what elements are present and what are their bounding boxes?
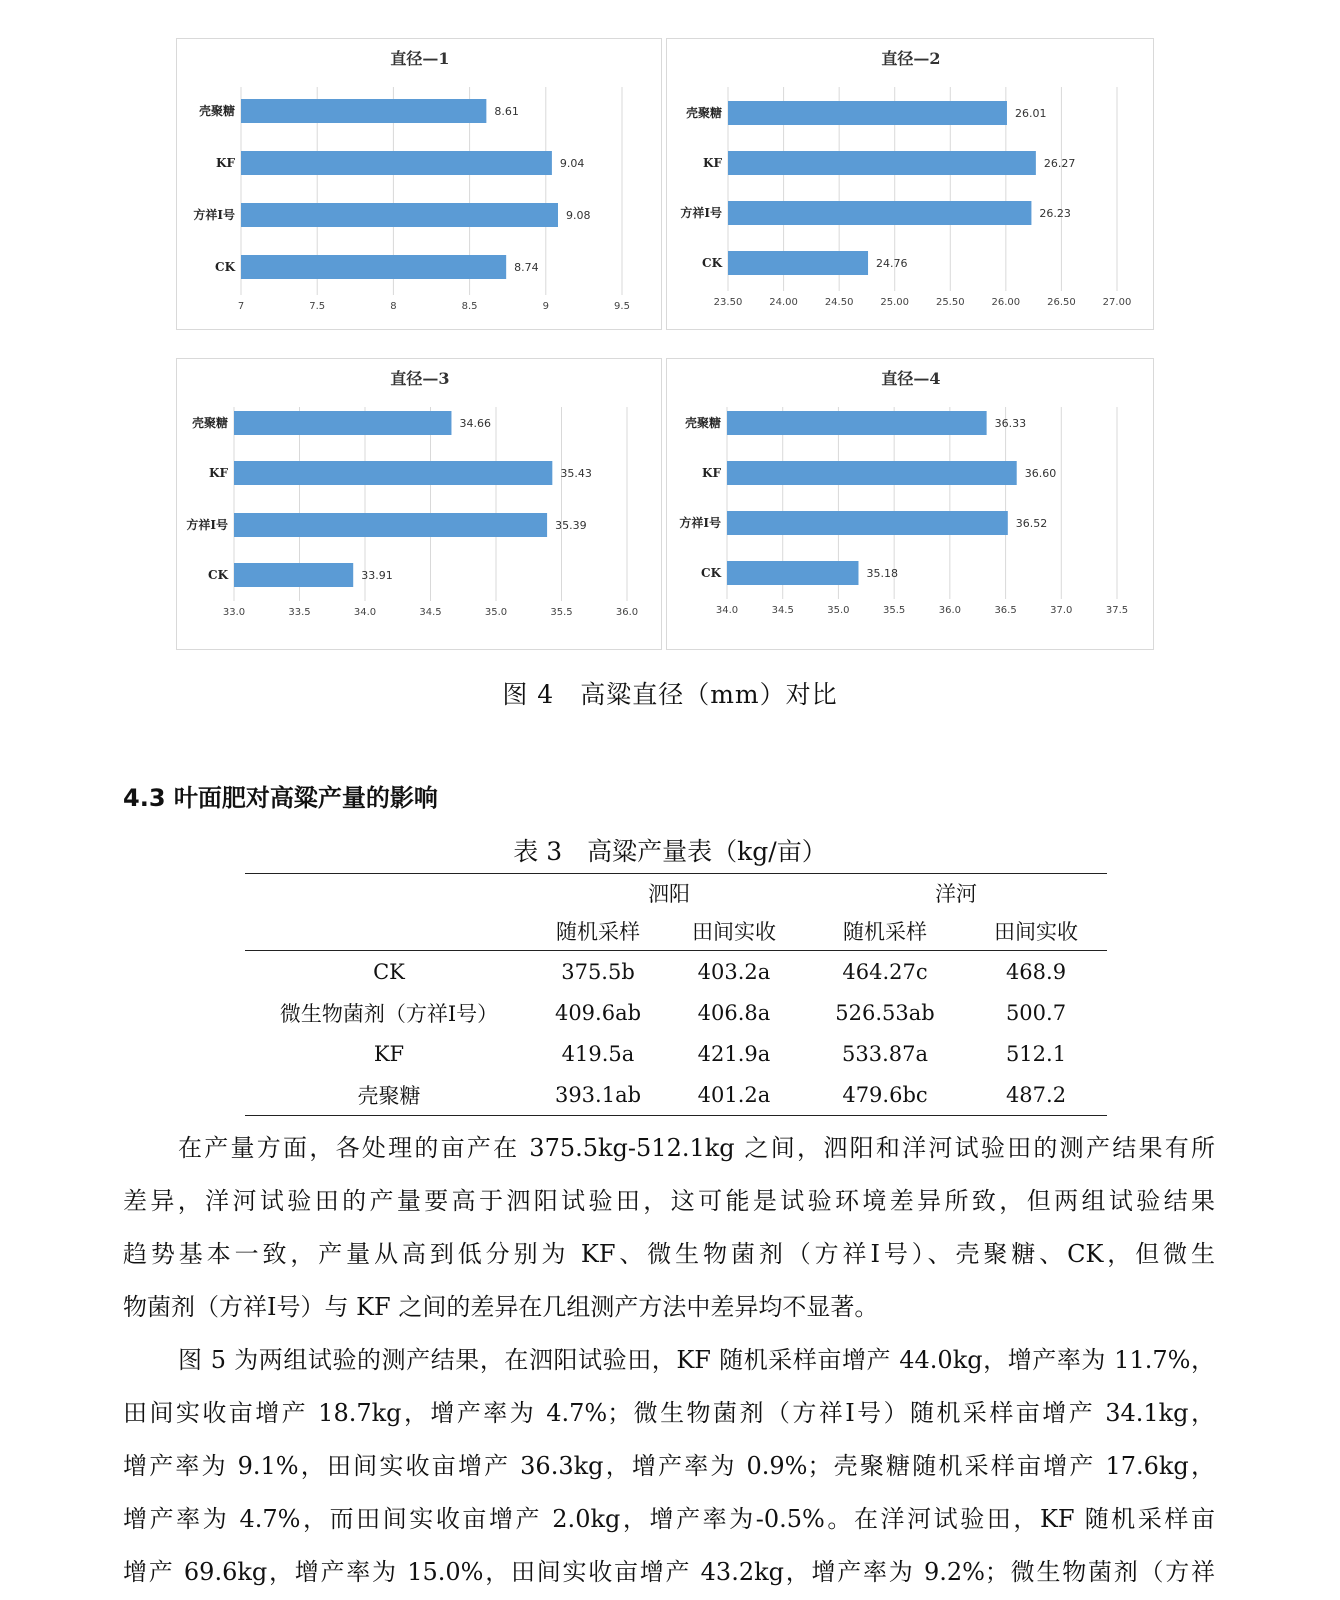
table-cell: 375.5b: [561, 959, 635, 984]
data-label: 26.27: [1043, 157, 1076, 170]
table-cell: 409.6ab: [554, 1000, 642, 1025]
x-tick-label: 8: [390, 301, 397, 312]
table-cell: 487.2: [965, 1074, 1107, 1116]
table-cell: 403.2a: [697, 959, 771, 984]
x-tick-label: 7: [237, 301, 245, 312]
table-title: 表 3 高粱产量表（kg/亩）: [513, 837, 827, 866]
chart-panel-1: [176, 38, 662, 330]
table-cell: 512.1: [1005, 1041, 1067, 1066]
x-tick-label: 33.5: [288, 607, 311, 618]
category-label: CK: [208, 568, 228, 582]
x-tick-label: 8.5: [461, 301, 478, 312]
table-row: [245, 1074, 1107, 1116]
category-label: CK: [702, 256, 722, 270]
x-tick-label: 35.5: [883, 605, 906, 616]
table-row: [245, 992, 1107, 1033]
bar: [727, 461, 1017, 485]
text-line: 图 5 为两组试验的测产结果，在泗阳试验田，KF 随机采样亩增产 44.0kg，增产率为 11.7%，: [178, 1346, 1215, 1374]
data-label: 26.23: [1039, 207, 1071, 220]
table-cell: 393.1ab: [533, 1074, 663, 1116]
diameter-chart-2: [667, 39, 1155, 331]
data-label: 35.39: [555, 519, 587, 532]
x-tick-label: 37.5: [1105, 605, 1129, 616]
x-tick-label: 33.0: [222, 607, 246, 618]
diameter-chart-1: [177, 39, 663, 331]
x-tick-label: 26.00: [991, 297, 1021, 308]
x-tick-label: 24.50: [824, 297, 854, 308]
chart-title: 直径—1: [390, 49, 450, 68]
row-label: CK: [373, 959, 405, 984]
body-text: [123, 1122, 1215, 1599]
data-label: 9.04: [559, 157, 585, 170]
chart-panel-2: [666, 38, 1154, 330]
bar: [728, 101, 1007, 125]
x-tick-label: 35.5: [550, 607, 573, 618]
bar: [727, 561, 858, 585]
data-label: 24.76: [876, 257, 908, 270]
bar: [241, 255, 506, 279]
table-cell: 406.8a: [697, 1000, 771, 1025]
table-cell: 421.9a: [697, 1041, 771, 1066]
row-label: 壳聚糖: [245, 1074, 533, 1116]
category-label: 方祥Ⅰ号: [680, 206, 722, 220]
category-label: 壳聚糖: [684, 416, 721, 430]
chart-panel-4: [666, 358, 1154, 650]
yield-table: [245, 873, 1107, 1116]
group-header-yanghe: 洋河: [805, 874, 1107, 913]
subheader-cell: 田间实收: [663, 912, 805, 951]
row-label: 微生物菌剂（方祥Ⅰ号）: [279, 1001, 499, 1026]
category-label: 壳聚糖: [198, 104, 235, 118]
x-tick-label: 26.50: [1047, 297, 1076, 308]
bar: [234, 513, 547, 537]
chart-panel-3: [176, 358, 662, 650]
table-cell: 500.7: [1005, 1000, 1067, 1025]
data-label: 26.01: [1014, 107, 1047, 120]
data-label: 34.66: [459, 417, 491, 430]
text-line: 差异，洋河试验田的产量要高于泗阳试验田，这可能是试验环境差异所致，但两组试验结果: [123, 1187, 1215, 1215]
data-label: 35.18: [866, 567, 898, 580]
data-label: 36.33: [994, 417, 1027, 430]
table-row: [245, 951, 1107, 993]
category-label: 方祥Ⅰ号: [679, 516, 721, 530]
x-tick-label: 24.00: [769, 297, 798, 308]
subheader-cell: 随机采样: [805, 912, 965, 951]
category-label: 壳聚糖: [685, 106, 722, 120]
x-tick-label: 35.0: [827, 605, 850, 616]
bar: [241, 99, 486, 123]
bar: [234, 411, 451, 435]
bar: [727, 511, 1008, 535]
diameter-chart-4: [667, 359, 1155, 651]
category-label: 方祥Ⅰ号: [186, 518, 228, 532]
table-row: [245, 1033, 1107, 1074]
bar: [728, 251, 868, 275]
chart-title: 直径—2: [881, 49, 941, 68]
category-label: CK: [215, 260, 235, 274]
category-label: CK: [701, 566, 721, 580]
chart-title: 直径—4: [881, 369, 941, 388]
table-cell: 419.5a: [561, 1041, 635, 1066]
bar: [234, 563, 353, 587]
diameter-chart-3: [177, 359, 663, 651]
x-tick-label: 34.0: [715, 605, 739, 616]
table-cell: 464.27c: [842, 959, 928, 984]
x-tick-label: 35.0: [484, 607, 508, 618]
data-label: 33.91: [361, 569, 393, 582]
table-cell: 479.6bc: [805, 1074, 965, 1116]
category-label: KF: [209, 466, 228, 480]
text-line: 趋势基本一致，产量从高到低分别为 KF、微生物菌剂（方祥Ⅰ号）、壳聚糖、CK，但微生: [123, 1240, 1215, 1268]
x-tick-label: 36.5: [994, 605, 1017, 616]
bar: [728, 201, 1031, 225]
table-cell: 468.9: [1005, 959, 1067, 984]
bar: [234, 461, 552, 485]
table-cell: 526.53ab: [835, 1000, 935, 1025]
category-label: KF: [216, 156, 235, 170]
data-label: 8.74: [514, 261, 539, 274]
table-cell: 401.2a: [663, 1074, 805, 1116]
x-tick-label: 25.00: [880, 297, 910, 308]
row-label: KF: [373, 1041, 405, 1066]
table-group-header-row: [245, 874, 1107, 913]
x-tick-label: 9.5: [614, 301, 630, 312]
x-tick-label: 34.5: [771, 605, 794, 616]
data-label: 35.43: [560, 467, 592, 480]
table-cell: 533.87a: [842, 1041, 928, 1066]
x-tick-label: 25.50: [935, 297, 965, 308]
text-line: 田间实收亩增产 18.7kg，增产率为 4.7%；微生物菌剂（方祥Ⅰ号）随机采样亩增产 34.1kg，: [123, 1399, 1215, 1427]
x-tick-label: 9: [542, 301, 549, 312]
category-label: KF: [703, 156, 722, 170]
x-tick-label: 34.5: [419, 607, 442, 618]
data-label: 36.60: [1024, 467, 1057, 480]
x-tick-label: 7.5: [309, 301, 326, 312]
text-line: 增产率为 9.1%，田间实收亩增产 36.3kg，增产率为 0.9%；壳聚糖随机采样亩增产 17.6kg，: [123, 1452, 1215, 1480]
paragraph-2: [123, 1334, 1215, 1599]
text-line: 在产量方面，各处理的亩产在 375.5kg-512.1kg 之间，泗阳和洋河试验田的测产结果有所: [178, 1134, 1215, 1162]
bar: [241, 203, 558, 227]
bar: [727, 411, 987, 435]
bar: [728, 151, 1036, 175]
section-heading: 4.3 叶面肥对高粱产量的影响: [123, 784, 438, 812]
category-label: KF: [702, 466, 721, 480]
subheader-cell: 随机采样: [533, 912, 663, 951]
x-tick-label: 34.0: [353, 607, 377, 618]
chart-title: 直径—3: [390, 369, 450, 388]
subheader-cell: 田间实收: [965, 912, 1107, 951]
x-tick-label: 27.00: [1102, 297, 1132, 308]
data-label: 36.52: [1015, 517, 1048, 530]
x-tick-label: 36.0: [938, 605, 961, 616]
text-line: 增产率为 4.7%，而田间实收亩增产 2.0kg，增产率为-0.5%。在洋河试验田，KF 随机采样亩: [123, 1505, 1215, 1533]
table-subheader-row: [245, 912, 1107, 951]
text-line: 增产 69.6kg，增产率为 15.0%，田间实收亩增产 43.2kg，增产率为 9.2%；微生物菌剂（方祥: [123, 1558, 1215, 1586]
category-label: 方祥Ⅰ号: [193, 208, 235, 222]
category-label: 壳聚糖: [191, 416, 228, 430]
data-label: 8.61: [494, 105, 519, 118]
x-tick-label: 36.0: [615, 607, 639, 618]
x-tick-label: 23.50: [713, 297, 743, 308]
figure-caption: 图 4 高粱直径（mm）对比: [502, 680, 838, 709]
paragraph-1: [123, 1122, 1215, 1334]
x-tick-label: 37.0: [1050, 605, 1073, 616]
text-line: 物菌剂（方祥Ⅰ号）与 KF 之间的差异在几组测产方法中差异均不显著。: [123, 1293, 879, 1321]
group-header-siyang: 泗阳: [533, 874, 805, 913]
data-label: 9.08: [565, 209, 591, 222]
bar: [241, 151, 552, 175]
